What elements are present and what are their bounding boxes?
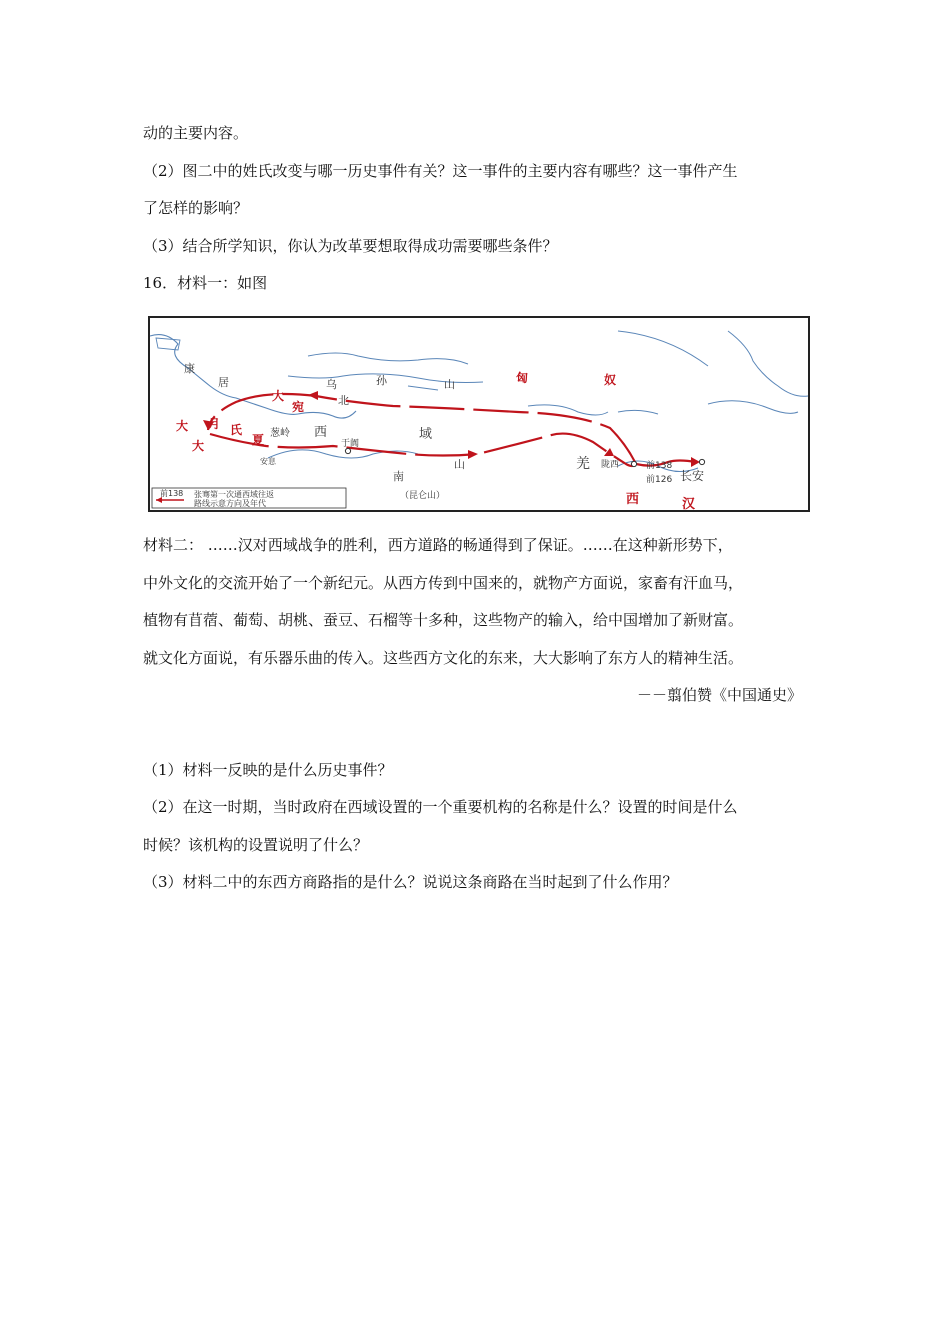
map-label-xiongnu-2: 奴 <box>604 373 617 387</box>
legend-text-2: 路线示意方向及年代 <box>194 499 266 508</box>
map-label-kunlun: （昆仑山） <box>400 491 446 501</box>
map-date-end: 前126 <box>646 475 673 485</box>
map-label-bei: 北 <box>338 394 349 407</box>
map-legend <box>152 488 346 508</box>
map-label-longxi: 陇西 <box>601 460 620 470</box>
map-label-xihan-2: 汉 <box>682 497 696 512</box>
map-label-xiongnu-1: 匈 <box>516 371 529 385</box>
material-2-line-2: 中外文化的交流开始了一个新纪元。从西方传到中国来的，就物产方面说，家畜有汗血马， <box>143 574 744 592</box>
map-label-shan-south: 山 <box>454 458 465 471</box>
map-label-xi: 西 <box>314 425 328 440</box>
material-2-line-1: 材料二： ……汉对西域战争的胜利，西方道路的畅通得到了保证。……在这种新形势下， <box>143 536 733 554</box>
map-label-daxia-1: 大 <box>192 439 205 453</box>
map-label-nan: 南 <box>393 470 404 483</box>
map-label-congling: 葱岭 <box>270 428 290 439</box>
map-label-yuezhi-1: 大 <box>176 419 189 433</box>
map-label-shan-north: 山 <box>444 378 455 391</box>
map-label-ju: 居 <box>218 376 229 389</box>
map-label-yutian: 于阗 <box>341 439 360 449</box>
map-label-daxia-2: 夏 <box>252 433 265 447</box>
map-label-dayuan-1: 大 <box>272 389 285 403</box>
question-16-2-b: 时候？该机构的设置说明了什么？ <box>143 836 369 854</box>
text-line-1: 动的主要内容。 <box>143 124 249 142</box>
legend-date: 前138 <box>160 489 184 498</box>
map-label-xihan-1: 西 <box>626 492 640 507</box>
map-label-dayuan-2: 宛 <box>292 400 305 414</box>
material-2-line-4: 就文化方面说，有乐器乐曲的传入。这些西方文化的东来，大大影响了东方人的精神生活。 <box>143 649 744 667</box>
map-label-kang: 康 <box>184 362 195 375</box>
legend-text-1: 张骞第一次通西域往返 <box>194 490 274 499</box>
question-2-part-b: 了怎样的影响？ <box>143 199 249 217</box>
map-label-wu: 乌 <box>326 378 337 391</box>
map-label-changan: 长安 <box>680 469 705 483</box>
question-16-2-a: （2）在这一时期，当时政府在西域设置的一个重要机构的名称是什么？设置的时间是什么 <box>143 798 738 816</box>
zhang-qian-route-map <box>148 316 810 512</box>
question-16-1: （1）材料一反映的是什么历史事件？ <box>143 761 393 779</box>
map-label-sun: 孙 <box>376 374 387 387</box>
question-3: （3）结合所学知识，你认为改革要想取得成功需要哪些条件？ <box>143 237 558 255</box>
map-label-yuezhi-2: 月 <box>208 417 221 431</box>
material-2-line-3: 植物有苜蓿、葡萄、胡桃、蚕豆、石榴等十多种，这些物产的输入，给中国增加了新财富。 <box>143 611 744 629</box>
question-16-heading: 16．材料一：如图 <box>143 274 268 292</box>
map-label-qiang: 羌 <box>576 456 590 472</box>
map-label-yu: 域 <box>419 427 433 442</box>
map-date-start: 前138 <box>646 461 673 471</box>
map-label-yuezhi-3: 氏 <box>230 423 243 437</box>
question-2-part-a: （2）图二中的姓氏改变与哪一历史事件有关？这一事件的主要内容有哪些？这一事件产生 <box>143 162 738 180</box>
material-2-source: －－翦伯赞《中国通史》 <box>636 686 802 704</box>
question-16-3: （3）材料二中的东西方商路指的是什么？说说这条商路在当时起到了什么作用？ <box>143 873 678 891</box>
map-label-anxi: 安息 <box>260 457 276 466</box>
